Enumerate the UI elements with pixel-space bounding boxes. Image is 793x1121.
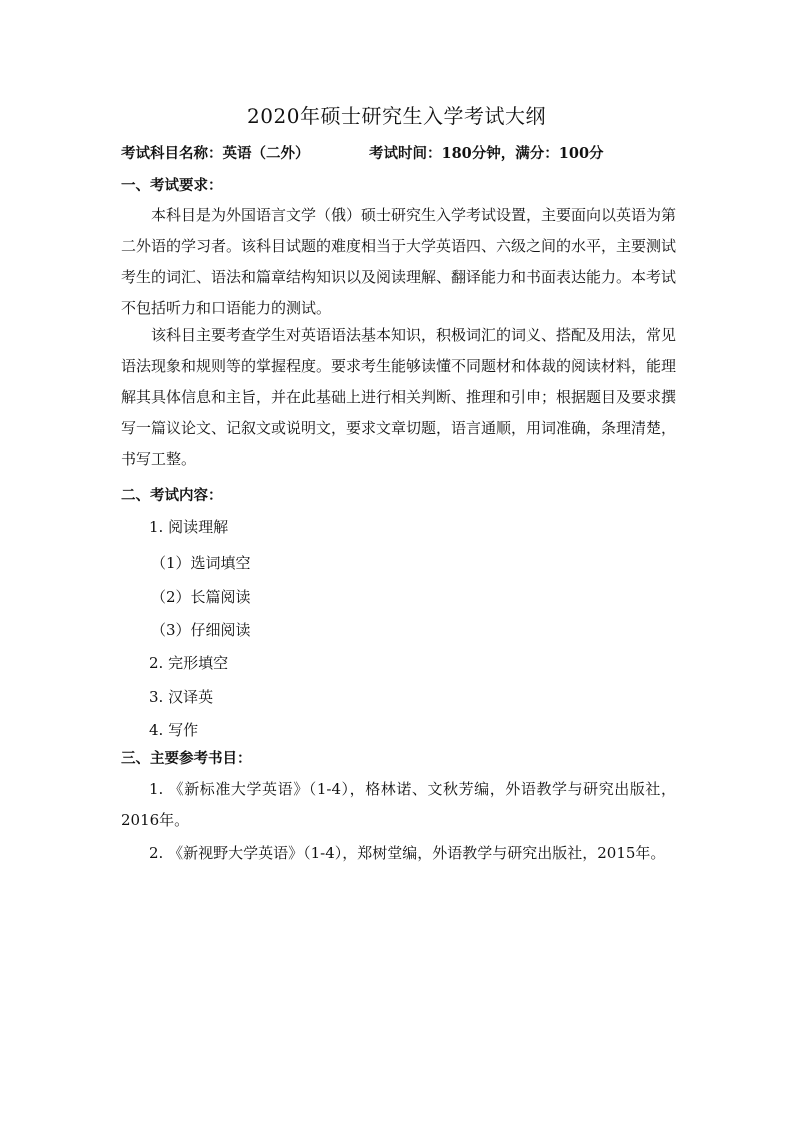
exam-subject: 考试科目名称：英语（二外） bbox=[121, 145, 310, 162]
content-item: 1. 阅读理解 bbox=[149, 518, 229, 536]
content-subitem: （2）长篇阅读 bbox=[151, 588, 251, 606]
requirements-paragraph: 该科目主要考查学生对英语语法基本知识，积极词汇的词义、搭配及用法，常见语法现象和规则等的掌握程度。要求考生能够读懂不同题材和体裁的阅读材料，能理解其具体信息和主旨，并在此基础上进行相关判断、推理和引申；根据题目及要求撰写一篇议论文、记叙文或说明文，要求文章切题，语言通顺，用词准确，条理清楚，书写工整。 bbox=[121, 326, 677, 468]
reference-item: 2. 《新视野大学英语》（1-4），郑树堂编，外语教学与研究出版社，2015年。 bbox=[149, 844, 666, 862]
content-item: 4. 写作 bbox=[149, 721, 199, 739]
reference-item: 1. 《新标准大学英语》（1-4），格林诺、文秋芳编，外语教学与研究出版社，2016年。 bbox=[121, 780, 676, 829]
content-item: 2. 完形填空 bbox=[149, 654, 229, 672]
content-subitem: （3）仔细阅读 bbox=[151, 621, 251, 639]
document-title: 2020年硕士研究生入学考试大纲 bbox=[247, 104, 546, 128]
content-item: 3. 汉译英 bbox=[149, 688, 214, 706]
section-heading-content: 二、考试内容： bbox=[121, 487, 223, 504]
exam-duration-score: 考试时间：180分钟，满分：100分 bbox=[369, 145, 604, 162]
requirements-paragraph: 本科目是为外国语言文学（俄）硕士研究生入学考试设置，主要面向以英语为第二外语的学习者。该科目试题的难度相当于大学英语四、六级之间的水平，主要测试考生的词汇、语法和篇章结构知识以及阅读理解、翻译能力和书面表达能力。本考试不包括听力和口语能力的测试。 bbox=[121, 206, 677, 317]
section-heading-references: 三、主要参考书目： bbox=[121, 750, 252, 767]
section-heading-requirements: 一、考试要求： bbox=[121, 177, 223, 194]
exam-meta-line bbox=[121, 142, 681, 166]
content-subitem: （1）选词填空 bbox=[151, 554, 251, 572]
